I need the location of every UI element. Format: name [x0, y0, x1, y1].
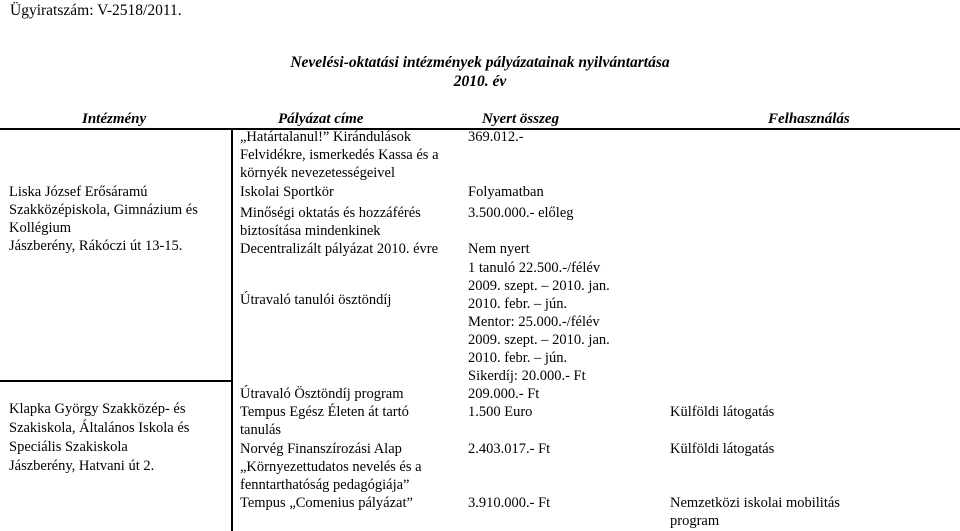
page-title: Nevelési-oktatási intézmények pályázatainak nyilvántartása: [290, 54, 670, 71]
header-institution: Intézmény: [82, 111, 147, 127]
awarded-amount-line: 1 tanuló 22.500.-/félév: [468, 260, 601, 276]
application-title: Norvég Finanszírozási Alap: [240, 441, 402, 457]
awarded-amount-line: 2009. szept. – 2010. jan.: [468, 278, 610, 294]
application-title: Iskolai Sportkör: [240, 184, 334, 200]
application-title: Tempus „Comenius pályázat”: [240, 495, 413, 511]
usage: program: [670, 513, 720, 529]
application-title: biztosítása mindenkinek: [240, 223, 381, 239]
awarded-amount: 1.500 Euro: [468, 404, 533, 420]
usage: Külföldi látogatás: [670, 441, 775, 457]
institution-2-line: Jászberény, Hatvani út 2.: [9, 458, 155, 474]
awarded-amount: 3.500.000.- előleg: [468, 205, 574, 221]
header-awarded-amount: Nyert összeg: [482, 111, 560, 127]
application-title: „Környezettudatos nevelés és a: [240, 459, 422, 475]
header-application-title: Pályázat címe: [278, 111, 364, 127]
awarded-amount-line: 2009. szept. – 2010. jan.: [468, 332, 610, 348]
application-title: tanulás: [240, 422, 282, 438]
usage: Nemzetközi iskolai mobilitás: [670, 495, 840, 511]
document-number: Ügyiratszám: V-2518/2011.: [10, 2, 182, 19]
usage: Külföldi látogatás: [670, 404, 775, 420]
awarded-amount: 3.910.000.- Ft: [468, 495, 551, 511]
application-title: „Határtalanul!” Kirándulások: [240, 129, 412, 145]
awarded-amount-line: Sikerdíj: 20.000.- Ft: [468, 368, 586, 384]
awarded-amount: Nem nyert: [468, 241, 530, 257]
awarded-amount-line: 2010. febr. – jún.: [468, 296, 568, 312]
awarded-amount: 369.012.-: [468, 129, 524, 145]
institution-1-line: Jászberény, Rákóczi út 13-15.: [9, 238, 183, 254]
institution-divider: [0, 380, 231, 382]
institution-2-line: Klapka György Szakközép- és: [9, 401, 186, 417]
awarded-amount: Folyamatban: [468, 184, 544, 200]
application-title: Útravaló Ösztöndíj program: [240, 386, 404, 402]
awarded-amount-line: Mentor: 25.000.-/félév: [468, 314, 600, 330]
institution-2-line: Speciális Szakiskola: [9, 439, 128, 455]
column-divider: [231, 128, 233, 531]
institution-1-line: Liska József Erősáramú: [9, 184, 148, 200]
application-title: környék nevezetességeivel: [240, 165, 395, 181]
application-title: Útravaló tanulói ösztöndíj: [240, 292, 392, 308]
application-title: Decentralizált pályázat 2010. évre: [240, 241, 439, 257]
awarded-amount: 209.000.- Ft: [468, 386, 540, 402]
awarded-amount-line: 2010. febr. – jún.: [468, 350, 568, 366]
application-title: Tempus Egész Életen át tartó: [240, 404, 409, 420]
page-title-year: 2010. év: [453, 73, 507, 90]
awarded-amount: 2.403.017.- Ft: [468, 441, 551, 457]
application-title: Minőségi oktatás és hozzáférés: [240, 205, 421, 221]
header-usage: Felhasználás: [768, 111, 850, 127]
institution-2-line: Szakiskola, Általános Iskola és: [9, 420, 190, 436]
application-title: Felvidékre, ismerkedés Kassa és a: [240, 147, 439, 163]
institution-1-line: Kollégium: [9, 220, 72, 236]
application-title: fenntarthatóság pedagógiája”: [240, 477, 410, 493]
institution-1-line: Szakközépiskola, Gimnázium és: [9, 202, 198, 218]
